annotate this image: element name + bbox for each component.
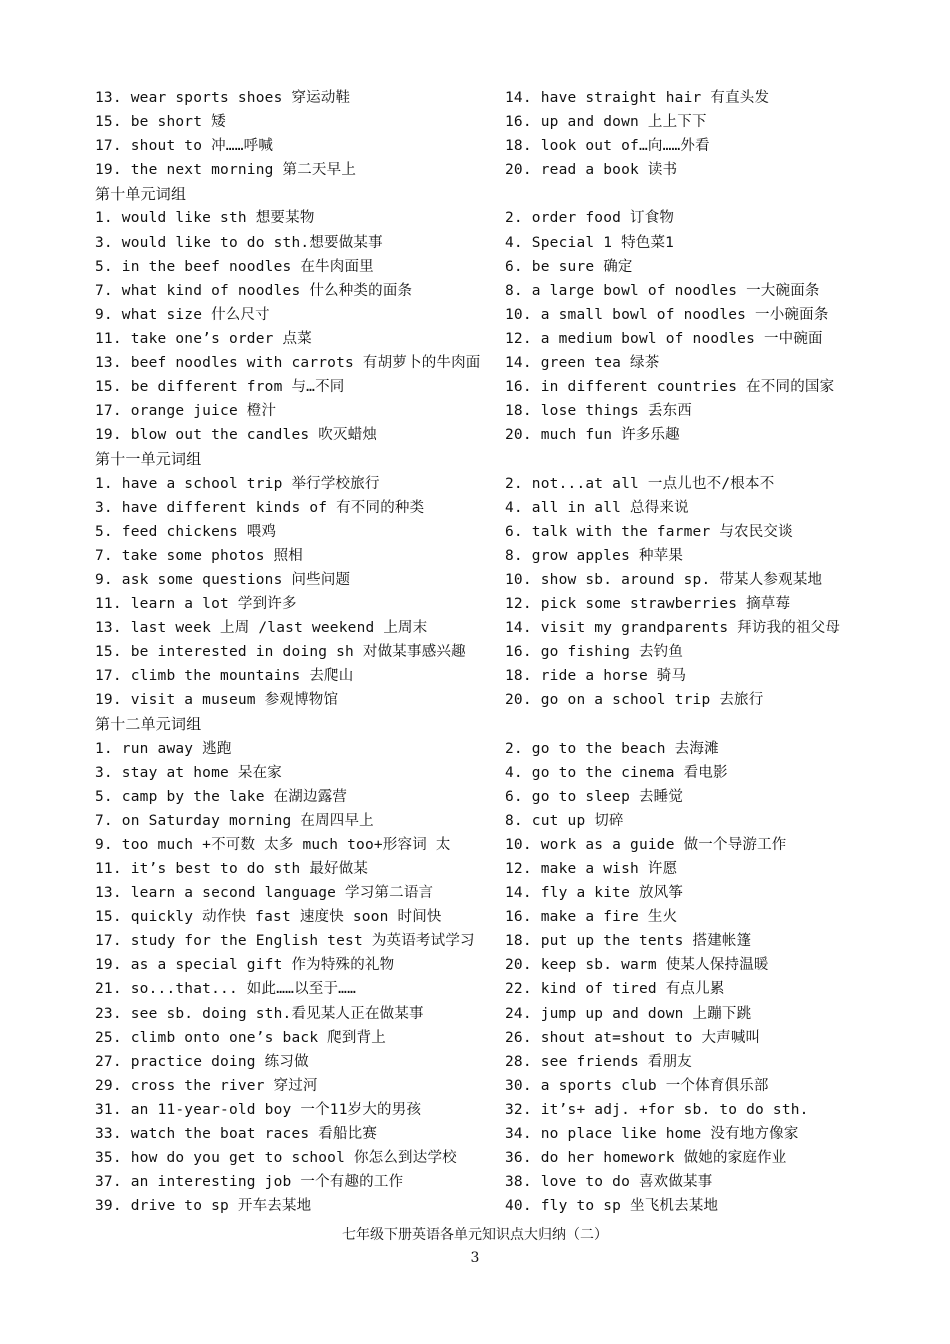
phrase-row (95, 1146, 875, 1170)
phrase-left: 15. be interested in doing sh 对做某事感兴趣 (95, 644, 466, 661)
phrase-row (95, 785, 875, 809)
phrase-right: 10. a small bowl of noodles 一小碗面条 (505, 306, 829, 323)
phrase-right: 14. visit my grandparents 拜访我的祖父母 (505, 620, 841, 637)
phrase-left: 3. would like to do sth.想要做某事 (95, 234, 383, 251)
phrase-left: 1. would like sth 想要某物 (95, 210, 315, 227)
phrase-right: 18. ride a horse 骑马 (505, 668, 687, 685)
phrase-left: 29. cross the river 穿过河 (95, 1077, 318, 1094)
phrase-right: 18. lose things 丢东西 (505, 403, 692, 420)
phrase-right: 14. fly a kite 放风筝 (505, 885, 684, 902)
phrase-left: 33. watch the boat races 看船比赛 (95, 1126, 378, 1143)
phrase-row (95, 929, 875, 953)
phrase-right: 16. go fishing 去钓鱼 (505, 644, 684, 661)
phrase-row (95, 1050, 875, 1074)
phrase-row (95, 206, 875, 230)
phrase-row (95, 1026, 875, 1050)
phrase-left: 9. what size 什么尺寸 (95, 306, 270, 323)
phrase-row (95, 688, 875, 712)
phrase-row (95, 158, 875, 182)
phrase-right: 14. have straight hair 有直头发 (505, 90, 770, 106)
phrase-left: 5. in the beef noodles 在牛肉面里 (95, 258, 374, 275)
phrase-left: 7. take some photos 照相 (95, 547, 303, 564)
phrase-row (95, 1002, 875, 1026)
footer-title: 七年级下册英语各单元知识点大归纳（二） (342, 1227, 608, 1243)
phrase-right: 10. show sb. around sp. 带某人参观某地 (505, 571, 823, 588)
document-body (95, 86, 875, 1218)
phrase-row (95, 110, 875, 134)
phrase-left: 31. an 11-year-old boy 一个11岁大的男孩 (95, 1101, 422, 1118)
unit-heading (95, 712, 875, 736)
phrase-left: 15. be short 矮 (95, 114, 226, 131)
phrase-row (95, 86, 875, 110)
phrase-row (95, 375, 875, 399)
phrase-right: 18. put up the tents 搭建帐篷 (505, 933, 752, 950)
unit-heading (95, 447, 875, 471)
phrase-row (95, 1074, 875, 1098)
unit-heading-text: 第十单元词组 (95, 185, 187, 204)
phrase-left: 35. how do you get to school 你怎么到达学校 (95, 1150, 457, 1167)
phrase-right: 20. much fun 许多乐趣 (505, 427, 680, 444)
phrase-right: 14. green tea 绿茶 (505, 355, 660, 372)
phrase-row (95, 351, 875, 375)
phrase-right: 12. make a wish 许愿 (505, 861, 678, 877)
phrase-right: 8. a large bowl of noodles 一大碗面条 (505, 282, 820, 299)
phrase-row (95, 279, 875, 303)
phrase-right: 2. not...at all 一点儿也不/根本不 (505, 475, 775, 492)
phrase-left: 15. be different from 与…不同 (95, 379, 345, 396)
phrase-row (95, 833, 875, 857)
phrase-right: 26. shout at=shout to 大声喊叫 (505, 1029, 761, 1046)
phrase-row (95, 616, 875, 640)
phrase-row (95, 953, 875, 977)
phrase-row (95, 1098, 875, 1122)
phrase-row (95, 399, 875, 423)
phrase-right: 16. in different countries 在不同的国家 (505, 379, 835, 396)
phrase-left: 13. learn a second language 学习第二语言 (95, 885, 434, 902)
phrase-left: 19. as a special gift 作为特殊的礼物 (95, 957, 395, 974)
phrase-row (95, 423, 875, 447)
phrase-left: 3. stay at home 呆在家 (95, 764, 282, 781)
phrase-left: 19. visit a museum 参观博物馆 (95, 692, 339, 709)
phrase-row (95, 761, 875, 785)
phrase-left: 5. camp by the lake 在湖边露营 (95, 788, 348, 805)
phrase-row (95, 881, 875, 905)
phrase-left: 13. wear sports shoes 穿运动鞋 (95, 90, 351, 106)
phrase-left: 3. have different kinds of 有不同的种类 (95, 499, 425, 516)
phrase-right: 4. Special 1 特色菜1 (505, 234, 675, 251)
phrase-right: 2. go to the beach 去海滩 (505, 740, 719, 757)
phrase-left: 19. blow out the candles 吹灭蜡烛 (95, 427, 378, 444)
phrase-right: 20. read a book 读书 (505, 162, 678, 179)
phrase-left: 17. study for the English test 为英语考试学习 (95, 933, 475, 950)
phrase-left: 9. too much +不可数 太多 much too+形容词 太 (95, 836, 451, 853)
phrase-left: 37. an interesting job 一个有趣的工作 (95, 1174, 404, 1191)
unit-heading-text: 第十二单元词组 (95, 715, 202, 734)
phrase-right: 18. look out of…向……外看 (505, 138, 710, 155)
unit-heading (95, 182, 875, 206)
phrase-left: 13. beef noodles with carrots 有胡萝卜的牛肉面 (95, 355, 481, 372)
phrase-row (95, 1194, 875, 1218)
phrase-right: 28. see friends 看朋友 (505, 1053, 692, 1070)
phrase-right: 6. be sure 确定 (505, 258, 633, 275)
phrase-left: 11. learn a lot 学到许多 (95, 595, 297, 612)
phrase-row (95, 544, 875, 568)
phrase-right: 40. fly to sp 坐飞机去某地 (505, 1198, 719, 1215)
phrase-row (95, 1122, 875, 1146)
phrase-right: 20. go on a school trip 去旅行 (505, 692, 764, 709)
phrase-left: 7. on Saturday morning 在周四早上 (95, 812, 374, 829)
phrase-right: 4. go to the cinema 看电影 (505, 764, 728, 781)
unit-heading-text: 第十一单元词组 (95, 450, 202, 469)
phrase-row (95, 640, 875, 664)
phrase-row (95, 905, 875, 929)
phrase-row (95, 231, 875, 255)
phrase-left: 25. climb onto one’s back 爬到背上 (95, 1029, 386, 1046)
phrase-right: 32. it’s+ adj. +for sb. to do sth. (505, 1101, 809, 1118)
page-number: 3 (470, 1250, 480, 1266)
phrase-left: 19. the next morning 第二天早上 (95, 162, 357, 179)
phrase-left: 1. have a school trip 举行学校旅行 (95, 475, 380, 492)
phrase-right: 16. make a fire 生火 (505, 909, 678, 926)
phrase-row (95, 520, 875, 544)
phrase-left: 21. so...that... 如此……以至于…… (95, 981, 357, 998)
phrase-row (95, 977, 875, 1001)
phrase-right: 4. all in all 总得来说 (505, 499, 689, 516)
phrase-row (95, 472, 875, 496)
phrase-left: 17. climb the mountains 去爬山 (95, 668, 354, 685)
phrase-right: 36. do her homework 做她的家庭作业 (505, 1150, 787, 1167)
phrase-row (95, 857, 875, 881)
phrase-right: 8. grow apples 种苹果 (505, 547, 684, 564)
phrase-left: 15. quickly 动作快 fast 速度快 soon 时间快 (95, 909, 442, 926)
phrase-right: 10. work as a guide 做一个导游工作 (505, 836, 787, 853)
phrase-right: 12. pick some strawberries 摘草莓 (505, 595, 791, 612)
phrase-left: 1. run away 逃跑 (95, 740, 232, 757)
phrase-left: 7. what kind of noodles 什么种类的面条 (95, 282, 413, 299)
phrase-left: 17. shout to 冲……呼喊 (95, 138, 274, 155)
phrase-row (95, 737, 875, 761)
phrase-right: 8. cut up 切碎 (505, 812, 624, 829)
phrase-right: 6. go to sleep 去睡觉 (505, 788, 684, 805)
phrase-right: 2. order food 订食物 (505, 210, 675, 227)
phrase-row (95, 255, 875, 279)
phrase-right: 6. talk with the farmer 与农民交谈 (505, 523, 793, 540)
phrase-left: 23. see sb. doing sth.看见某人正在做某事 (95, 1005, 424, 1022)
phrase-right: 12. a medium bowl of noodles 一中碗面 (505, 330, 823, 347)
phrase-left: 5. feed chickens 喂鸡 (95, 523, 277, 540)
phrase-row (95, 592, 875, 616)
phrase-right: 22. kind of tired 有点儿累 (505, 981, 725, 998)
phrase-left: 17. orange juice 橙汁 (95, 403, 277, 420)
phrase-row (95, 664, 875, 688)
phrase-row (95, 303, 875, 327)
phrase-right: 16. up and down 上上下下 (505, 114, 707, 131)
phrase-right: 30. a sports club 一个体育俱乐部 (505, 1077, 769, 1094)
phrase-row (95, 1170, 875, 1194)
phrase-row (95, 327, 875, 351)
phrase-left: 27. practice doing 练习做 (95, 1053, 309, 1070)
phrase-right: 20. keep sb. warm 使某人保持温暖 (505, 957, 769, 974)
phrase-left: 13. last week 上周 /last weekend 上周末 (95, 620, 428, 637)
phrase-left: 39. drive to sp 开车去某地 (95, 1198, 312, 1215)
phrase-left: 11. it’s best to do sth 最好做某 (95, 861, 369, 877)
phrase-row (95, 809, 875, 833)
phrase-left: 11. take one’s order 点菜 (95, 330, 312, 347)
phrase-left: 9. ask some questions 问些问题 (95, 571, 351, 588)
phrase-right: 24. jump up and down 上蹦下跳 (505, 1005, 752, 1022)
phrase-row (95, 568, 875, 592)
phrase-row (95, 134, 875, 158)
phrase-right: 38. love to do 喜欢做某事 (505, 1174, 713, 1191)
phrase-right: 34. no place like home 没有地方像家 (505, 1126, 799, 1143)
phrase-row (95, 496, 875, 520)
